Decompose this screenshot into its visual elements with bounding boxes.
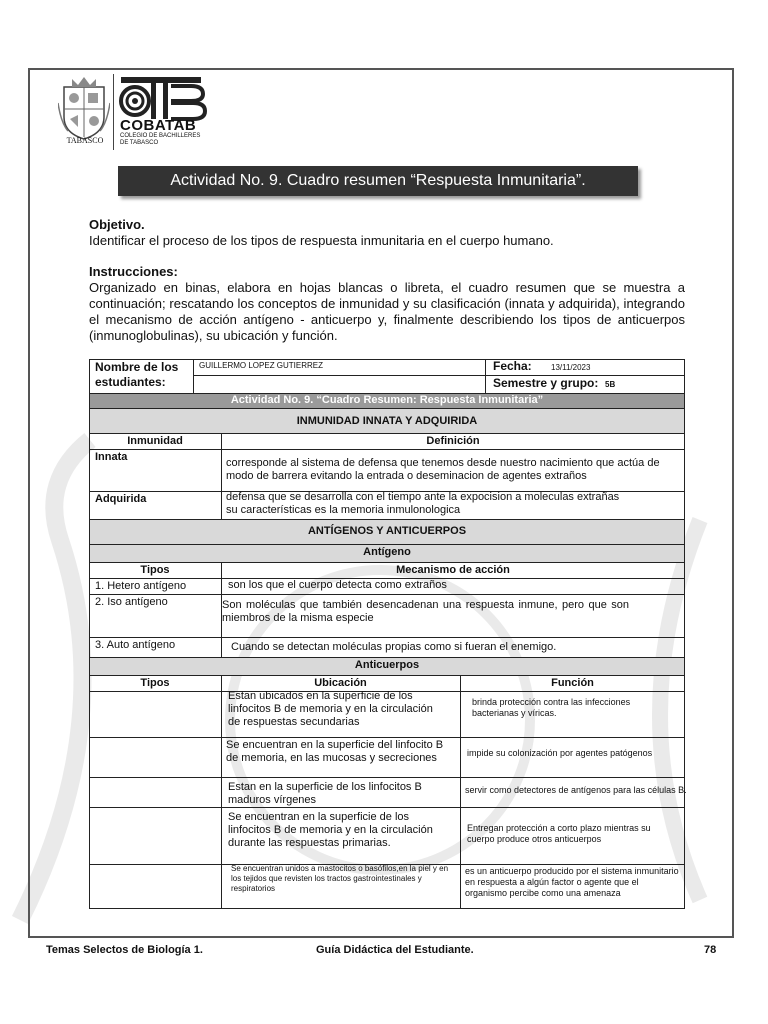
date-label: Fecha: — [493, 359, 532, 373]
institution-subtitle-line-2: DE TABASCO — [120, 140, 159, 146]
anticuerpo-funcion-4: Entregan protección a corto plazo mientras su cuerpo produce otros anticuerpos — [467, 823, 651, 844]
logo-separator — [113, 74, 114, 150]
anticuerpos-title: Anticuerpos — [354, 659, 420, 671]
adquirida-definition: defensa que se desarrolla con el tiempo ante la expocision a moleculas extrañas su características es la memoria inmulonologica — [226, 491, 620, 516]
tabasco-label: TABASCO — [66, 136, 104, 145]
anticuerpo-ubicacion-3: Estan en la superficie de los linfocitos B maduros vírgenes — [228, 781, 422, 806]
institution-subtitle-line-1: COLEGIO DE BACHILLERES — [120, 133, 201, 139]
anticuerpo-ubicacion-5: Se encuentran unidos a mastocitos o basófilos,en la piel y en los tejidos que revisten los tractos gastrointestinales y respiratorios — [231, 864, 449, 893]
antigeno-mecanismo-2: Son moléculas que también desencadenan una respuesta inmune, pero que son miembros de la misma especie — [222, 599, 629, 624]
anticuerpo-funcion-3: servir como detectores de antígenos para las células B. — [465, 785, 687, 795]
institution-name: COBATAB — [120, 117, 197, 134]
date-value[interactable]: 13/11/2023 — [551, 363, 591, 372]
group-value[interactable]: 5B — [605, 380, 616, 389]
instrucciones-title: Instrucciones: — [89, 264, 178, 279]
antigeno-tipo-3: 3. Auto antígeno — [95, 639, 176, 651]
group-label: Semestre y grupo: — [493, 376, 599, 390]
col-tipos-header: Tipos — [140, 564, 170, 576]
anticuerpo-ubicacion-2: Se encuentran en la superficie del linfocito B de memoria, en las mucosas y secreciones — [226, 739, 444, 764]
objetivo-text: Identificar el proceso de los tipos de respuesta inmunitaria en el cuerpo humano. — [89, 233, 554, 248]
col-funcion-header: Función — [551, 677, 594, 689]
summary-table — [89, 359, 685, 909]
antigeno-mecanismo-3: Cuando se detectan moléculas propias como si fueran el enemigo. — [231, 641, 557, 653]
students-label: Nombre de los estudiantes: — [95, 360, 179, 389]
anticuerpo-funcion-5: es un anticuerpo producido por el sistema inmunitario en respuesta a algún factor o agente que el organismo percibe como una amenaza — [465, 866, 679, 898]
innata-definition: corresponde al sistema de defensa que tenemos desde nuestro nacimiento que actúa de modo de barrera evitando la entrada o deseminacion de agentes extraños — [226, 457, 660, 482]
col-mecanismo-header: Mecanismo de acción — [396, 564, 510, 576]
col-definicion-header: Definición — [426, 435, 480, 447]
instrucciones-text: Organizado en binas, elabora en hojas blancas o libreta, el cuadro resumen que se muestra a continuación; rescatando los conceptos de inmunidad y su clasificación (innata y adquirida), integrando el mecanismo de acción antígeno - anticuerpo y, finalmente describiendo los tipos de anticuerpos (inmunoglobulinas), su ubicación y función. — [89, 280, 685, 343]
antigeno-title: Antígeno — [363, 546, 411, 558]
page-number: 78 — [704, 944, 717, 956]
innata-label: Innata — [95, 451, 128, 463]
anticuerpo-funcion-1: brinda protección contra las infecciones bacterianas y víricas. — [472, 697, 631, 718]
cobatab-logo-icon — [119, 76, 209, 122]
section2-title: ANTÍGENOS Y ANTICUERPOS — [307, 525, 467, 537]
col-inmunidad-header: Inmunidad — [127, 435, 183, 447]
anticuerpo-ubicacion-1: Estan ubicados en la superficie de los linfocitos B de memoria y en la circulación de respuestas secundarias — [228, 690, 433, 728]
section1-title: INMUNIDAD INNATA Y ADQUIRIDA — [296, 415, 478, 427]
col-ubicacion-header: Ubicación — [314, 677, 367, 689]
antigeno-mecanismo-1: son los que el cuerpo detecta como extraños — [228, 579, 447, 591]
footer-guide: Guía Didáctica del Estudiante. — [316, 944, 474, 956]
col-tipos2-header: Tipos — [140, 677, 170, 689]
table-activity-title: Actividad No. 9. “Cuadro Resumen: Respuesta Inmunitaria” — [230, 394, 544, 406]
antigeno-tipo-2: 2. Iso antígeno — [95, 596, 168, 608]
institution-subtitle — [120, 133, 200, 147]
adquirida-label: Adquirida — [95, 493, 147, 505]
objetivo-title: Objetivo. — [89, 217, 145, 232]
activity-banner: Actividad No. 9. Cuadro resumen “Respuesta Inmunitaria”. — [118, 166, 638, 196]
students-value[interactable]: GUILLERMO LOPEZ GUTIERREZ — [199, 361, 324, 370]
footer-course: Temas Selectos de Biología 1. — [46, 944, 203, 956]
antigeno-tipo-1: 1. Hetero antígeno — [95, 580, 187, 592]
anticuerpo-funcion-2: impide su colonización por agentes patógenos — [467, 748, 653, 758]
anticuerpo-ubicacion-4: Se encuentran en la superficie de los linfocitos B de memoria y en la circulación durante las respuestas primarias. — [228, 811, 433, 849]
